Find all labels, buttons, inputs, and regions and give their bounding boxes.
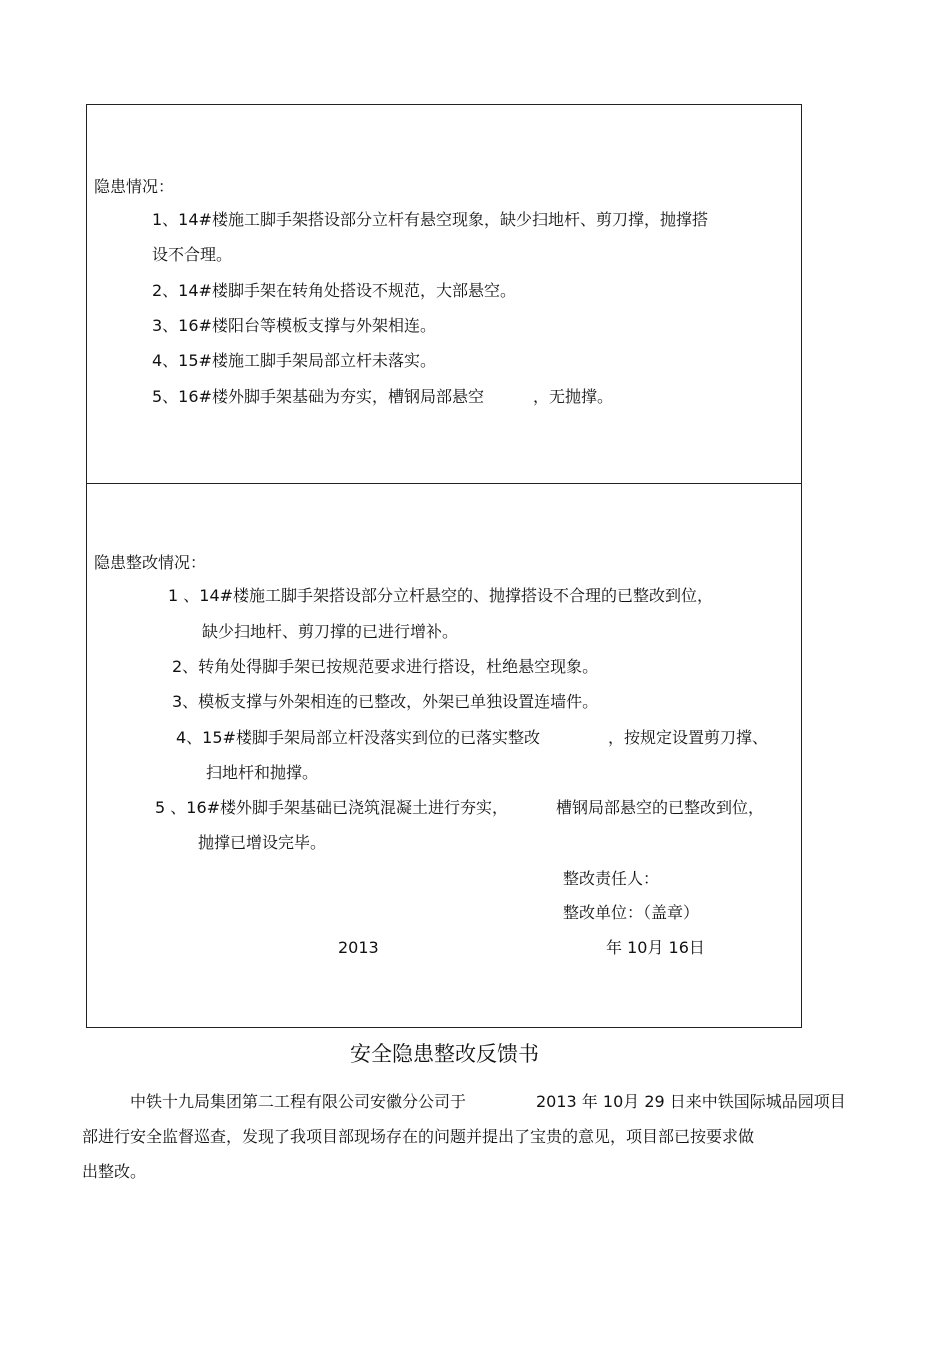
hazard-item-3: 3、16#楼阳台等模板支撑与外架相连。 — [152, 316, 436, 335]
responsible-person-label: 整改责任人： — [563, 869, 660, 888]
date-year: 2013 — [338, 938, 379, 957]
rectification-item-4-cont: 扫地杆和抛撑。 — [206, 763, 319, 782]
rectification-item-4-tail: ，按规定设置剪刀撑、 — [608, 728, 769, 747]
rectification-item-5-tail: 槽钢局部悬空的已整改到位， — [556, 798, 765, 817]
hazard-item-5-tail: ，无抛撑。 — [533, 387, 614, 406]
feedback-para-line1-a: 中铁十九局集团第二工程有限公司安徽分公司于 — [130, 1092, 467, 1111]
feedback-para-line3: 出整改。 — [82, 1162, 147, 1181]
rectification-unit-label: 整改单位：（盖章） — [563, 903, 700, 922]
rectification-item-2: 2、转角处得脚手架已按规范要求进行搭设，杜绝悬空现象。 — [172, 657, 599, 676]
rectification-item-4: 4、15#楼脚手架局部立杆没落实到位的已落实整改 — [176, 728, 540, 747]
hazard-item-1-cont: 设不合理。 — [152, 245, 233, 264]
hazard-item-2: 2、14#楼脚手架在转角处搭设不规范，大部悬空。 — [152, 281, 516, 300]
hazard-item-4: 4、15#楼施工脚手架局部立杆未落实。 — [152, 351, 436, 370]
rectification-item-5-cont: 抛撑已增设完毕。 — [198, 833, 327, 852]
rectification-item-1-cont: 缺少扫地杆、剪刀撑的已进行增补。 — [202, 622, 459, 641]
rectification-item-5: 5 、16#楼外脚手架基础已浇筑混凝土进行夯实， — [155, 798, 509, 817]
rectification-item-1: 1 、14#楼施工脚手架搭设部分立杆悬空的、抛撑搭设不合理的已整改到位， — [168, 586, 714, 605]
hazard-item-1: 1、14#楼施工脚手架搭设部分立杆有悬空现象，缺少扫地杆、剪刀撑，抛撑搭 — [152, 210, 708, 229]
rectification-heading: 隐患整改情况： — [94, 553, 207, 572]
hazard-heading: 隐患情况： — [94, 177, 175, 196]
date-month-day: 年 10月 16日 — [606, 938, 705, 957]
hazard-item-5: 5、16#楼外脚手架基础为夯实，槽钢局部悬空 — [152, 387, 484, 406]
feedback-title: 安全隐患整改反馈书 — [350, 1042, 539, 1066]
feedback-para-line1-b: 2013 年 10月 29 日来中铁国际城品园项目 — [536, 1092, 846, 1111]
rectification-item-3: 3、模板支撑与外架相连的已整改，外架已单独设置连墙件。 — [172, 692, 599, 711]
feedback-para-line2: 部进行安全监督巡查，发现了我项目部现场存在的问题并提出了宝贵的意见，项目部已按要求做 — [82, 1127, 755, 1146]
